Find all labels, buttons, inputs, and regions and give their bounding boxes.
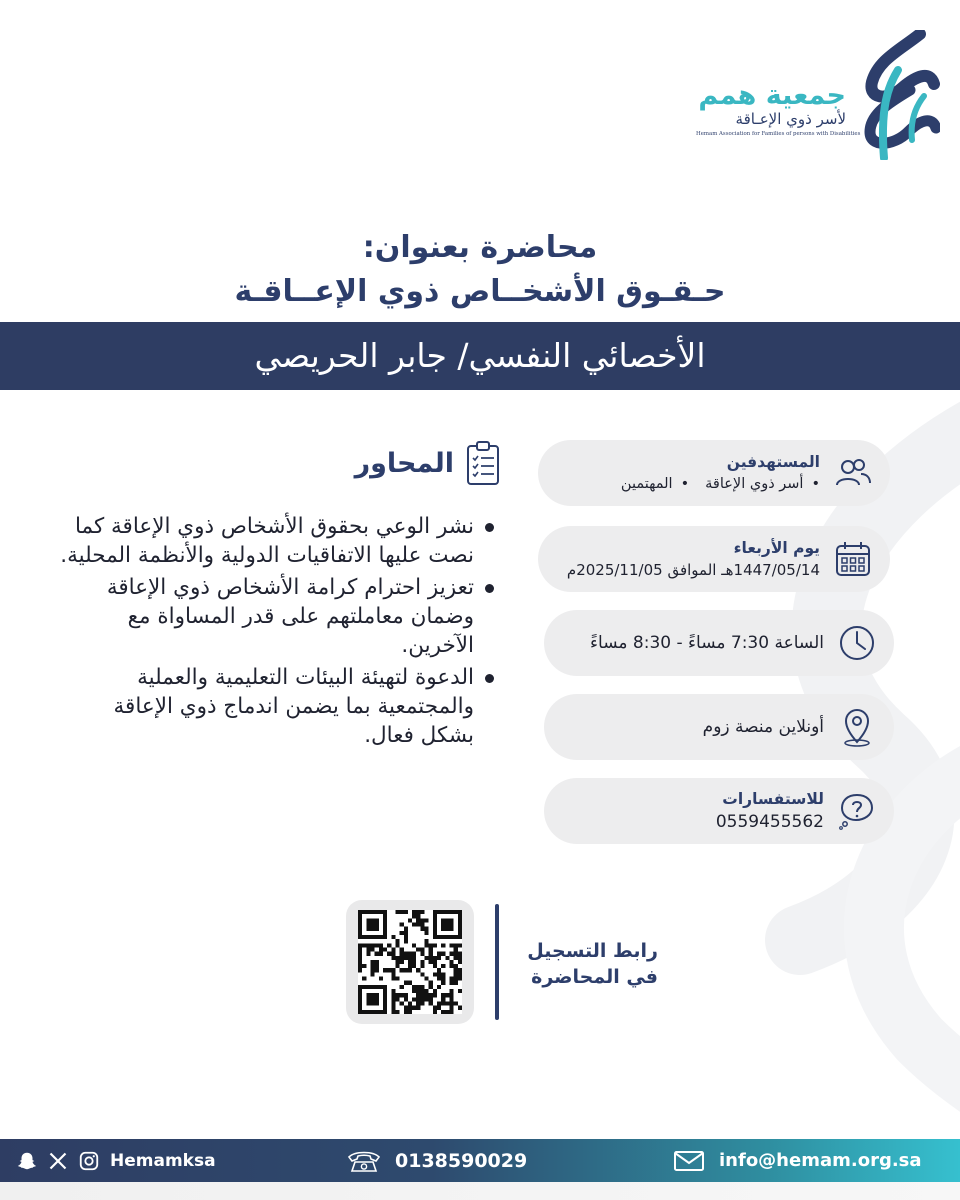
registration-line-2: في المحاضرة: [531, 966, 658, 988]
qr-divider: [495, 904, 499, 1020]
inquiries-label: للاستفسارات: [722, 790, 824, 808]
footer-email-address[interactable]: info@hemam.org.sa: [719, 1150, 922, 1171]
axes-list: [60, 512, 498, 753]
speaker-banner: الأخصائي النفسي/ جابر الحريصي: [0, 322, 960, 390]
time-value: الساعة 7:30 مساءً - 8:30 مساءً: [590, 633, 824, 653]
target-audience-card: [538, 440, 890, 506]
title-line-1: محاضرة بعنوان:: [362, 230, 598, 265]
footer-phone-number[interactable]: 0138590029: [395, 1149, 528, 1172]
logo-mark-icon: [850, 30, 940, 160]
day-label: يوم الأربعاء: [733, 539, 820, 557]
location-card: [544, 694, 894, 760]
instagram-icon[interactable]: [78, 1149, 100, 1173]
target-label: المستهدفين: [726, 453, 820, 471]
inquiries-phone[interactable]: 0559455562: [715, 812, 824, 832]
location-pin-icon: [836, 706, 878, 748]
axes-title: المحاور: [354, 447, 454, 479]
title-line-2: حـقـوق الأشخــاص ذوي الإعــاقـة: [234, 274, 726, 309]
association-logo: [696, 30, 940, 160]
registration-qr-code[interactable]: [346, 900, 474, 1024]
telephone-icon: [347, 1149, 381, 1173]
logo-name-en: Hemam Association for Families of persons with Disabilities: [696, 131, 861, 137]
footer-social: [16, 1139, 216, 1182]
social-handle[interactable]: Hemamksa: [110, 1150, 216, 1171]
location-value: أونلاين منصة زوم: [702, 717, 824, 737]
axes-header: [340, 440, 500, 486]
clock-icon: [836, 622, 878, 664]
target-item: • أسر ذوي الإعاقة: [705, 473, 820, 495]
target-item: • المهتمين: [621, 473, 689, 495]
time-card: [544, 610, 894, 676]
logo-subtitle-ar: لأسر ذوي الإعـاقة: [735, 110, 846, 128]
axes-item: الدعوة لتهيئة البيئات التعليمية والعملية والمجتمعية بما يضمن اندماج ذوي الإعاقة بشكل فعال.: [60, 663, 498, 750]
inquiries-card: [544, 778, 894, 844]
qr-code-image[interactable]: [358, 910, 462, 1014]
envelope-icon: [673, 1149, 705, 1173]
snapchat-icon[interactable]: [16, 1149, 38, 1173]
footer-phone: [347, 1139, 527, 1182]
footer-strip: [0, 1182, 960, 1200]
axes-item: تعزيز احترام كرامة الأشخاص ذوي الإعاقة وضمان معاملتهم على قدر المساواة مع الآخرين.: [60, 573, 498, 660]
axes-item: نشر الوعي بحقوق الأشخاص ذوي الإعاقة كما نصت عليها الاتفاقيات الدولية والأنظمة المحلية.: [60, 512, 498, 570]
registration-link-label: [510, 938, 658, 990]
question-bubble-icon: [836, 790, 878, 832]
users-icon: [832, 452, 874, 494]
calendar-icon: [832, 538, 874, 580]
date-card: [538, 526, 890, 592]
footer-bar: [0, 1139, 960, 1182]
logo-name-ar: جمعية همم: [698, 80, 846, 111]
footer-email: [673, 1139, 922, 1182]
x-twitter-icon[interactable]: [48, 1149, 68, 1173]
target-list: [621, 473, 820, 495]
date-value: 1447/05/14هـ الموافق 2025/11/05م: [566, 561, 820, 579]
lecture-title: [200, 226, 760, 314]
clipboard-checklist-icon: [466, 440, 500, 486]
registration-line-1: رابط التسجيل: [527, 940, 658, 962]
